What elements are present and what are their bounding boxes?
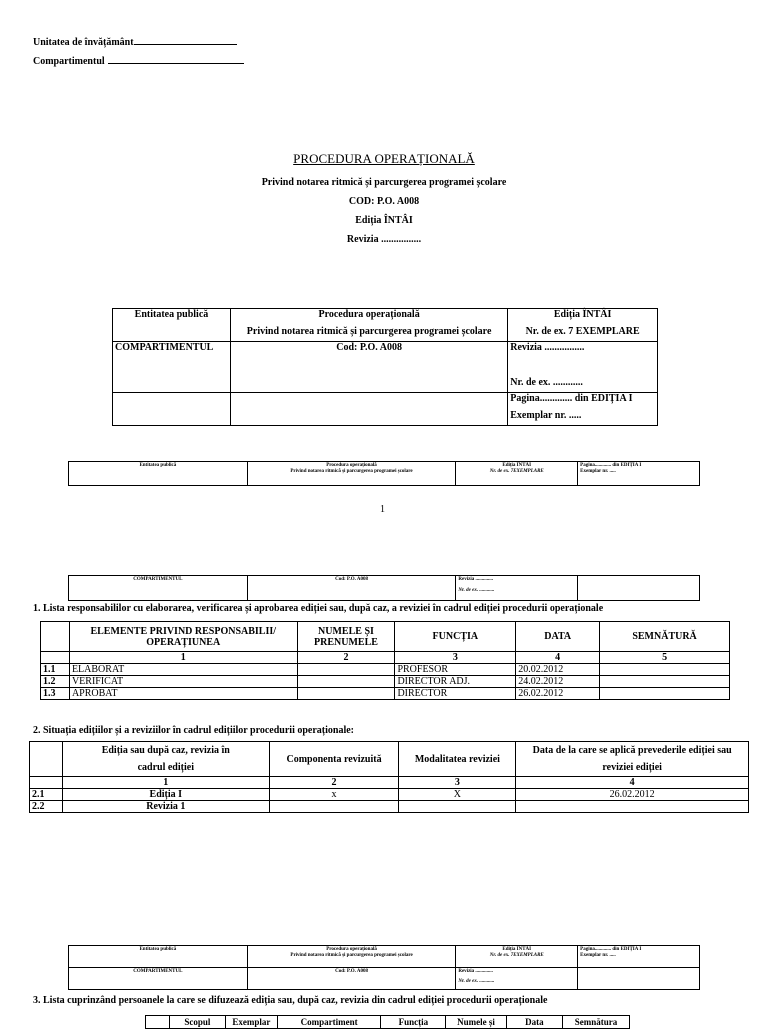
mini-entity: Entitatea publică <box>69 946 248 968</box>
dist-header-exemplar: Exemplar <box>225 1016 277 1029</box>
ed-colnum: 2 <box>269 777 399 789</box>
resp-colnum: 3 <box>395 652 516 664</box>
resp-header-date: DATA <box>516 622 600 652</box>
row-mode: X <box>399 789 516 801</box>
table-row <box>41 676 730 688</box>
row-element: ELABORAT <box>69 664 297 676</box>
mini-entity: Entitatea publică <box>69 462 248 486</box>
resp-colnum: 2 <box>297 652 395 664</box>
row-function: DIRECTOR ADJ. <box>395 676 516 688</box>
mini-header-bottom-1 <box>68 575 700 601</box>
mini-empty <box>578 968 700 990</box>
info-department: COMPARTIMENTUL <box>113 342 231 393</box>
row-function: PROFESOR <box>395 664 516 676</box>
resp-header-elements: ELEMENTE PRIVIND RESPONSABILII/ OPERAȚIUNEA <box>69 622 297 652</box>
mini-procedure: Procedura operațională Privind notarea ritmică și parcurgerea programei școlare <box>247 462 456 486</box>
unit-blank <box>134 35 237 45</box>
ed-colnum-empty <box>30 777 63 789</box>
info-table <box>112 308 658 426</box>
unit-label: Unitatea de învățământ <box>33 37 134 48</box>
resp-colnum: 5 <box>600 652 730 664</box>
table-row <box>30 789 749 801</box>
row-signature <box>600 676 730 688</box>
resp-header-name: NUMELE ȘI PRENUMELE <box>297 622 395 652</box>
resp-colnum: 4 <box>516 652 600 664</box>
info-empty-1 <box>113 393 231 426</box>
table-row <box>41 688 730 700</box>
mini-edition: Ediția ÎNTÂI Nr. de ex. 7EXEMPLARE <box>456 462 578 486</box>
row-name <box>297 664 395 676</box>
resp-colnum-empty <box>41 652 70 664</box>
mini-revision: Revizia .............. Nr. de ex. ............ <box>456 576 578 601</box>
ed-colnum: 4 <box>516 777 749 789</box>
row-component <box>269 801 399 813</box>
row-number: 1.1 <box>41 664 70 676</box>
department-line <box>33 54 244 67</box>
mini-code: Cod: P.O. A008 <box>247 576 456 601</box>
ed-colnum: 3 <box>399 777 516 789</box>
table-row <box>41 664 730 676</box>
title-edition: Ediția ÎNTÂI <box>355 215 413 226</box>
mini-department: COMPARTIMENTUL <box>69 576 248 601</box>
dist-header-num <box>146 1016 170 1029</box>
row-number: 2.1 <box>30 789 63 801</box>
row-number: 1.3 <box>41 688 70 700</box>
department-label: Compartimentul <box>33 56 105 67</box>
row-name <box>297 676 395 688</box>
section1-title: 1. Lista responsabililor cu elaborarea, verificarea și aprobarea ediției sau, după caz, a reviziei în cadrul ediției procedurii operaționale <box>33 603 604 614</box>
resp-header-function: FUNCȚIA <box>395 622 516 652</box>
row-component: x <box>269 789 399 801</box>
mini-header-top-1 <box>68 461 700 486</box>
department-blank <box>108 54 244 64</box>
section3-title: 3. Lista cuprinzând persoanele la care se difuzează ediția sau, după caz, revizia din cadrul ediției procedurii operaționale <box>33 995 548 1006</box>
row-date <box>516 801 749 813</box>
info-code: Cod: P.O. A008 <box>230 342 507 393</box>
dist-header-scope: Scopul <box>169 1016 225 1029</box>
row-edition: Ediția I <box>62 789 269 801</box>
title-revision: Revizia ................ <box>346 234 422 245</box>
row-edition: Revizia 1 <box>62 801 269 813</box>
resp-colnum: 1 <box>69 652 297 664</box>
info-revision: Revizia ................ Nr. de ex. ............ <box>508 342 658 393</box>
info-page: Pagina............. din EDIȚIA I Exemplar nr. ..... <box>508 393 658 426</box>
dist-header-function: Funcția <box>381 1016 446 1029</box>
row-element: APROBAT <box>69 688 297 700</box>
mini-edition: Ediția ÎNTÂI Nr. de ex. 7EXEMPLARE <box>456 946 578 968</box>
row-signature <box>600 688 730 700</box>
row-date: 24.02.2012 <box>516 676 600 688</box>
ed-header-mode: Modalitatea reviziei <box>399 742 516 777</box>
title-code: COD: P.O. A008 <box>348 196 420 207</box>
page-title: PROCEDURA OPERAȚIONALĂ <box>293 151 475 166</box>
ed-colnum: 1 <box>62 777 269 789</box>
editions-table <box>29 741 749 813</box>
row-element: VERIFICAT <box>69 676 297 688</box>
section2-title: 2. Situația edițiilor și a reviziilor în cadrul edițiilor procedurii operaționale: <box>33 725 355 736</box>
mini-empty <box>578 576 700 601</box>
dist-header-name: Numele și <box>446 1016 507 1029</box>
table-row <box>30 801 749 813</box>
row-date: 26.02.2012 <box>516 789 749 801</box>
row-mode <box>399 801 516 813</box>
dist-header-department: Compartiment <box>277 1016 381 1029</box>
row-number: 1.2 <box>41 676 70 688</box>
ed-header-edition: Ediția sau după caz, revizia în cadrul ediției <box>62 742 269 777</box>
unit-line <box>33 35 237 48</box>
mini-page: Pagina............. din EDIȚIA I Exemplar nr. ..... <box>578 462 700 486</box>
info-empty-2 <box>230 393 507 426</box>
resp-header-num <box>41 622 70 652</box>
page-number: 1 <box>380 504 385 515</box>
ed-header-date: Data de la care se aplică prevederile ediției sau reviziei ediției <box>516 742 749 777</box>
row-name <box>297 688 395 700</box>
mini-page: Pagina............. din EDIȚIA I Exemplar nr. ..... <box>578 946 700 968</box>
row-function: DIRECTOR <box>395 688 516 700</box>
row-date: 20.02.2012 <box>516 664 600 676</box>
mini-procedure: Procedura operațională Privind notarea ritmică și parcurgerea programei școlare <box>247 946 456 968</box>
mini-header-top-2 <box>68 945 700 990</box>
ed-header-component: Componenta revizuită <box>269 742 399 777</box>
info-edition: Ediția ÎNTÂI Nr. de ex. 7 EXEMPLARE <box>508 309 658 342</box>
mini-code: Cod: P.O. A008 <box>247 968 456 990</box>
resp-header-signature: SEMNĂTURĂ <box>600 622 730 652</box>
mini-department: COMPARTIMENTUL <box>69 968 248 990</box>
info-entity: Entitatea publică <box>113 309 231 342</box>
dist-header-signature: Semnătura <box>562 1016 629 1029</box>
dist-header-date: Data <box>506 1016 562 1029</box>
row-number: 2.2 <box>30 801 63 813</box>
distribution-table <box>145 1015 630 1029</box>
title-subtitle: Privind notarea ritmică și parcurgerea programei școlare <box>261 177 507 188</box>
mini-revision: Revizia .............. Nr. de ex. ............ <box>456 968 578 990</box>
row-signature <box>600 664 730 676</box>
row-date: 26.02.2012 <box>516 688 600 700</box>
ed-header-num <box>30 742 63 777</box>
info-procedure: Procedura operațională Privind notarea ritmică și parcurgerea programei școlare <box>230 309 507 342</box>
responsible-table <box>40 621 730 700</box>
